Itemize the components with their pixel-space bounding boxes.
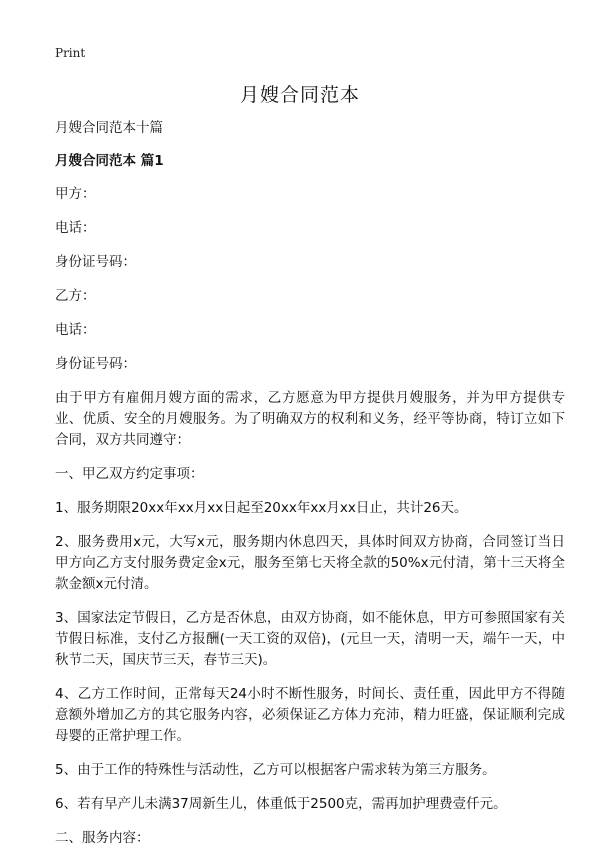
intro-paragraph: 由于甲方有雇佣月嫂方面的需求，乙方愿意为甲方提供月嫂服务，并为甲方提供专业、优质、安全的月嫂服务。为了明确双方的权利和义务，经平等协商，特订立如下合同，双方共同遵守： xyxy=(55,390,565,448)
list-item: 5、由于工作的特殊性与活动性，乙方可以根据客户需求转为第三方服务。 xyxy=(55,762,496,778)
part2-heading: 二、服务内容： xyxy=(55,830,150,846)
party-a-field: 甲方： xyxy=(55,186,96,202)
list-item: 6、若有早产儿未满37周新生儿，体重低于2500克，需再加护理费壹仟元。 xyxy=(55,796,507,812)
part1-heading: 一、甲乙双方约定事项： xyxy=(55,466,204,482)
party-a-id-field: 身份证号码： xyxy=(55,254,136,270)
section-heading: 月嫂合同范本 篇1 xyxy=(55,153,164,169)
party-b-id-field: 身份证号码： xyxy=(55,356,136,372)
list-item: 2、服务费用x元，大写x元，服务期内休息四天，具体时间双方协商，合同签订当日甲方向乙方支付服务费定金x元，服务至第七天将全款的50%x元付清，第十三天将全款金额x元付清。 xyxy=(55,534,565,592)
party-b-field: 乙方： xyxy=(55,288,96,304)
list-item: 1、服务期限20xx年xx月xx日起至20xx年xx月xx日止，共计26天。 xyxy=(55,500,468,516)
list-item: 3、国家法定节假日，乙方是否休息，由双方协商，如不能休息，甲方可参照国家有关节假日标准，支付乙方报酬(一天工资的双倍)，(元旦一天，清明一天，端午一天，中秋节二天，国庆节三天，春节三天)。 xyxy=(55,610,565,668)
document-body xyxy=(55,118,565,862)
print-label: Print xyxy=(55,46,86,60)
list-item: 4、乙方工作时间，正常每天24小时不断性服务，时间长、责任重，因此甲方不得随意额外增加乙方的其它服务内容，必须保证乙方体力充沛，精力旺盛，保证顺利完成母婴的正常护理工作。 xyxy=(55,686,565,744)
document-subtitle: 月嫂合同范本十篇 xyxy=(55,120,163,136)
party-a-phone-field: 电话： xyxy=(55,220,96,236)
document-title: 月嫂合同范本 xyxy=(239,84,360,106)
party-b-phone-field: 电话： xyxy=(55,322,96,338)
